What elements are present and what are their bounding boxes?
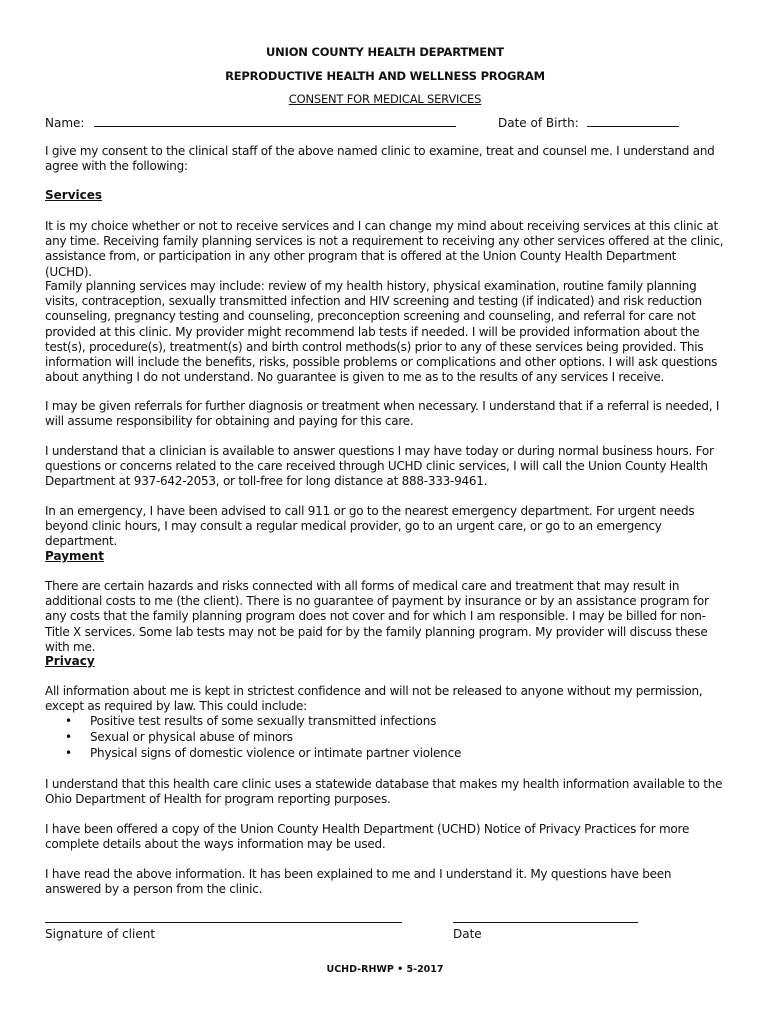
name-field[interactable] xyxy=(94,114,456,127)
intro-paragraph: I give my consent to the clinical staff of the above named clinic to examine, treat and counsel me. I understand and agree with the following: xyxy=(45,144,715,174)
services-paragraph-2: Family planning services may include: review of my health history, physical examination, routine family planning visits, contraception, sexually transmitted infection and HIV screening and testing (if indicated) and risk reduction counseling, pregnancy testing and counseling, preconception screening and counseling, and referral for care not provided at this clinic. My provider might recommend lab tests if needed. I will be provided information about the test(s), procedure(s), treatment(s) and birth control methods(s) prior to any of these services being provided. This information will include the benefits, risks, possible problems or complications and other options. I will ask questions about anything I do not understand. No guarantee is given to me as to the results of any services I receive. xyxy=(45,279,718,385)
name-dob-row xyxy=(45,114,725,130)
name-label: Name: xyxy=(45,116,85,130)
privacy-bullet-list xyxy=(45,713,461,761)
services-paragraph-5: In an emergency, I have been advised to call 911 or go to the nearest emergency department. For urgent needs beyond clinic hours, I may consult a regular medical provider, go to an urgent care, or go to an emergency department. xyxy=(45,504,695,549)
program-title: REPRODUCTIVE HEALTH AND WELLNESS PROGRAM xyxy=(225,69,545,83)
date-signature-field[interactable] xyxy=(453,922,638,923)
list-item: • Sexual or physical abuse of minors xyxy=(45,729,461,745)
privacy-paragraph-1: All information about me is kept in strictest confidence and will not be released to anyone without my permission, except as required by law. This could include: xyxy=(45,684,703,714)
list-item: • Physical signs of domestic violence or intimate partner violence xyxy=(45,745,461,761)
dob-label: Date of Birth: xyxy=(498,116,579,130)
form-footer-code: UCHD-RHWP • 5-2017 xyxy=(326,964,444,975)
services-paragraph-3: I may be given referrals for further diagnosis or treatment when necessary. I understand that if a referral is needed, I will assume responsibility for obtaining and paying for this care. xyxy=(45,399,720,429)
client-signature-field[interactable] xyxy=(45,922,402,923)
privacy-paragraph-2: I understand that this health care clinic uses a statewide database that makes my health information available to the Ohio Department of Health for program reporting purposes. xyxy=(45,777,723,807)
services-paragraph-1: It is my choice whether or not to receive services and I can change my mind about receiving services at this clinic at any time. Receiving family planning services is not a requirement to receiving any other services offered at the clinic, assistance from, or participation in any other program that is offered at the Union County Health Department (UCHD). xyxy=(45,219,724,279)
dob-field[interactable] xyxy=(587,114,679,127)
list-item: • Positive test results of some sexually transmitted infections xyxy=(45,713,461,729)
privacy-heading: Privacy xyxy=(45,654,95,668)
client-signature-label: Signature of client xyxy=(45,927,156,941)
date-label: Date xyxy=(453,927,482,941)
form-title: CONSENT FOR MEDICAL SERVICES xyxy=(288,92,482,106)
services-heading: Services xyxy=(45,188,103,202)
acknowledgement-paragraph: I have read the above information. It has been explained to me and I understand it. My questions have been answered by a person from the clinic. xyxy=(45,867,672,897)
privacy-paragraph-3: I have been offered a copy of the Union County Health Department (UCHD) Notice of Privacy Practices for more complete details about the ways information may be used. xyxy=(45,822,690,852)
payment-heading: Payment xyxy=(45,549,104,563)
services-paragraph-4: I understand that a clinician is available to answer questions I may have today or during normal business hours. For questions or concerns related to the care received through UCHD clinic services, I will call the Union County Health Department at 937-642-2053, or toll-free for long distance at 888-333-9461. xyxy=(45,444,714,489)
consent-form-page xyxy=(45,0,725,1024)
org-title: UNION COUNTY HEALTH DEPARTMENT xyxy=(266,45,504,59)
payment-paragraph: There are certain hazards and risks connected with all forms of medical care and treatment that may result in additional costs to me (the client). There is no guarantee of payment by insurance or by an assistance program for any costs that the family planning program does not cover and for which I am responsible. I may be billed for non-Title X services. Some lab tests may not be paid for by the family planning program. My provider will discuss these with me. xyxy=(45,579,709,654)
